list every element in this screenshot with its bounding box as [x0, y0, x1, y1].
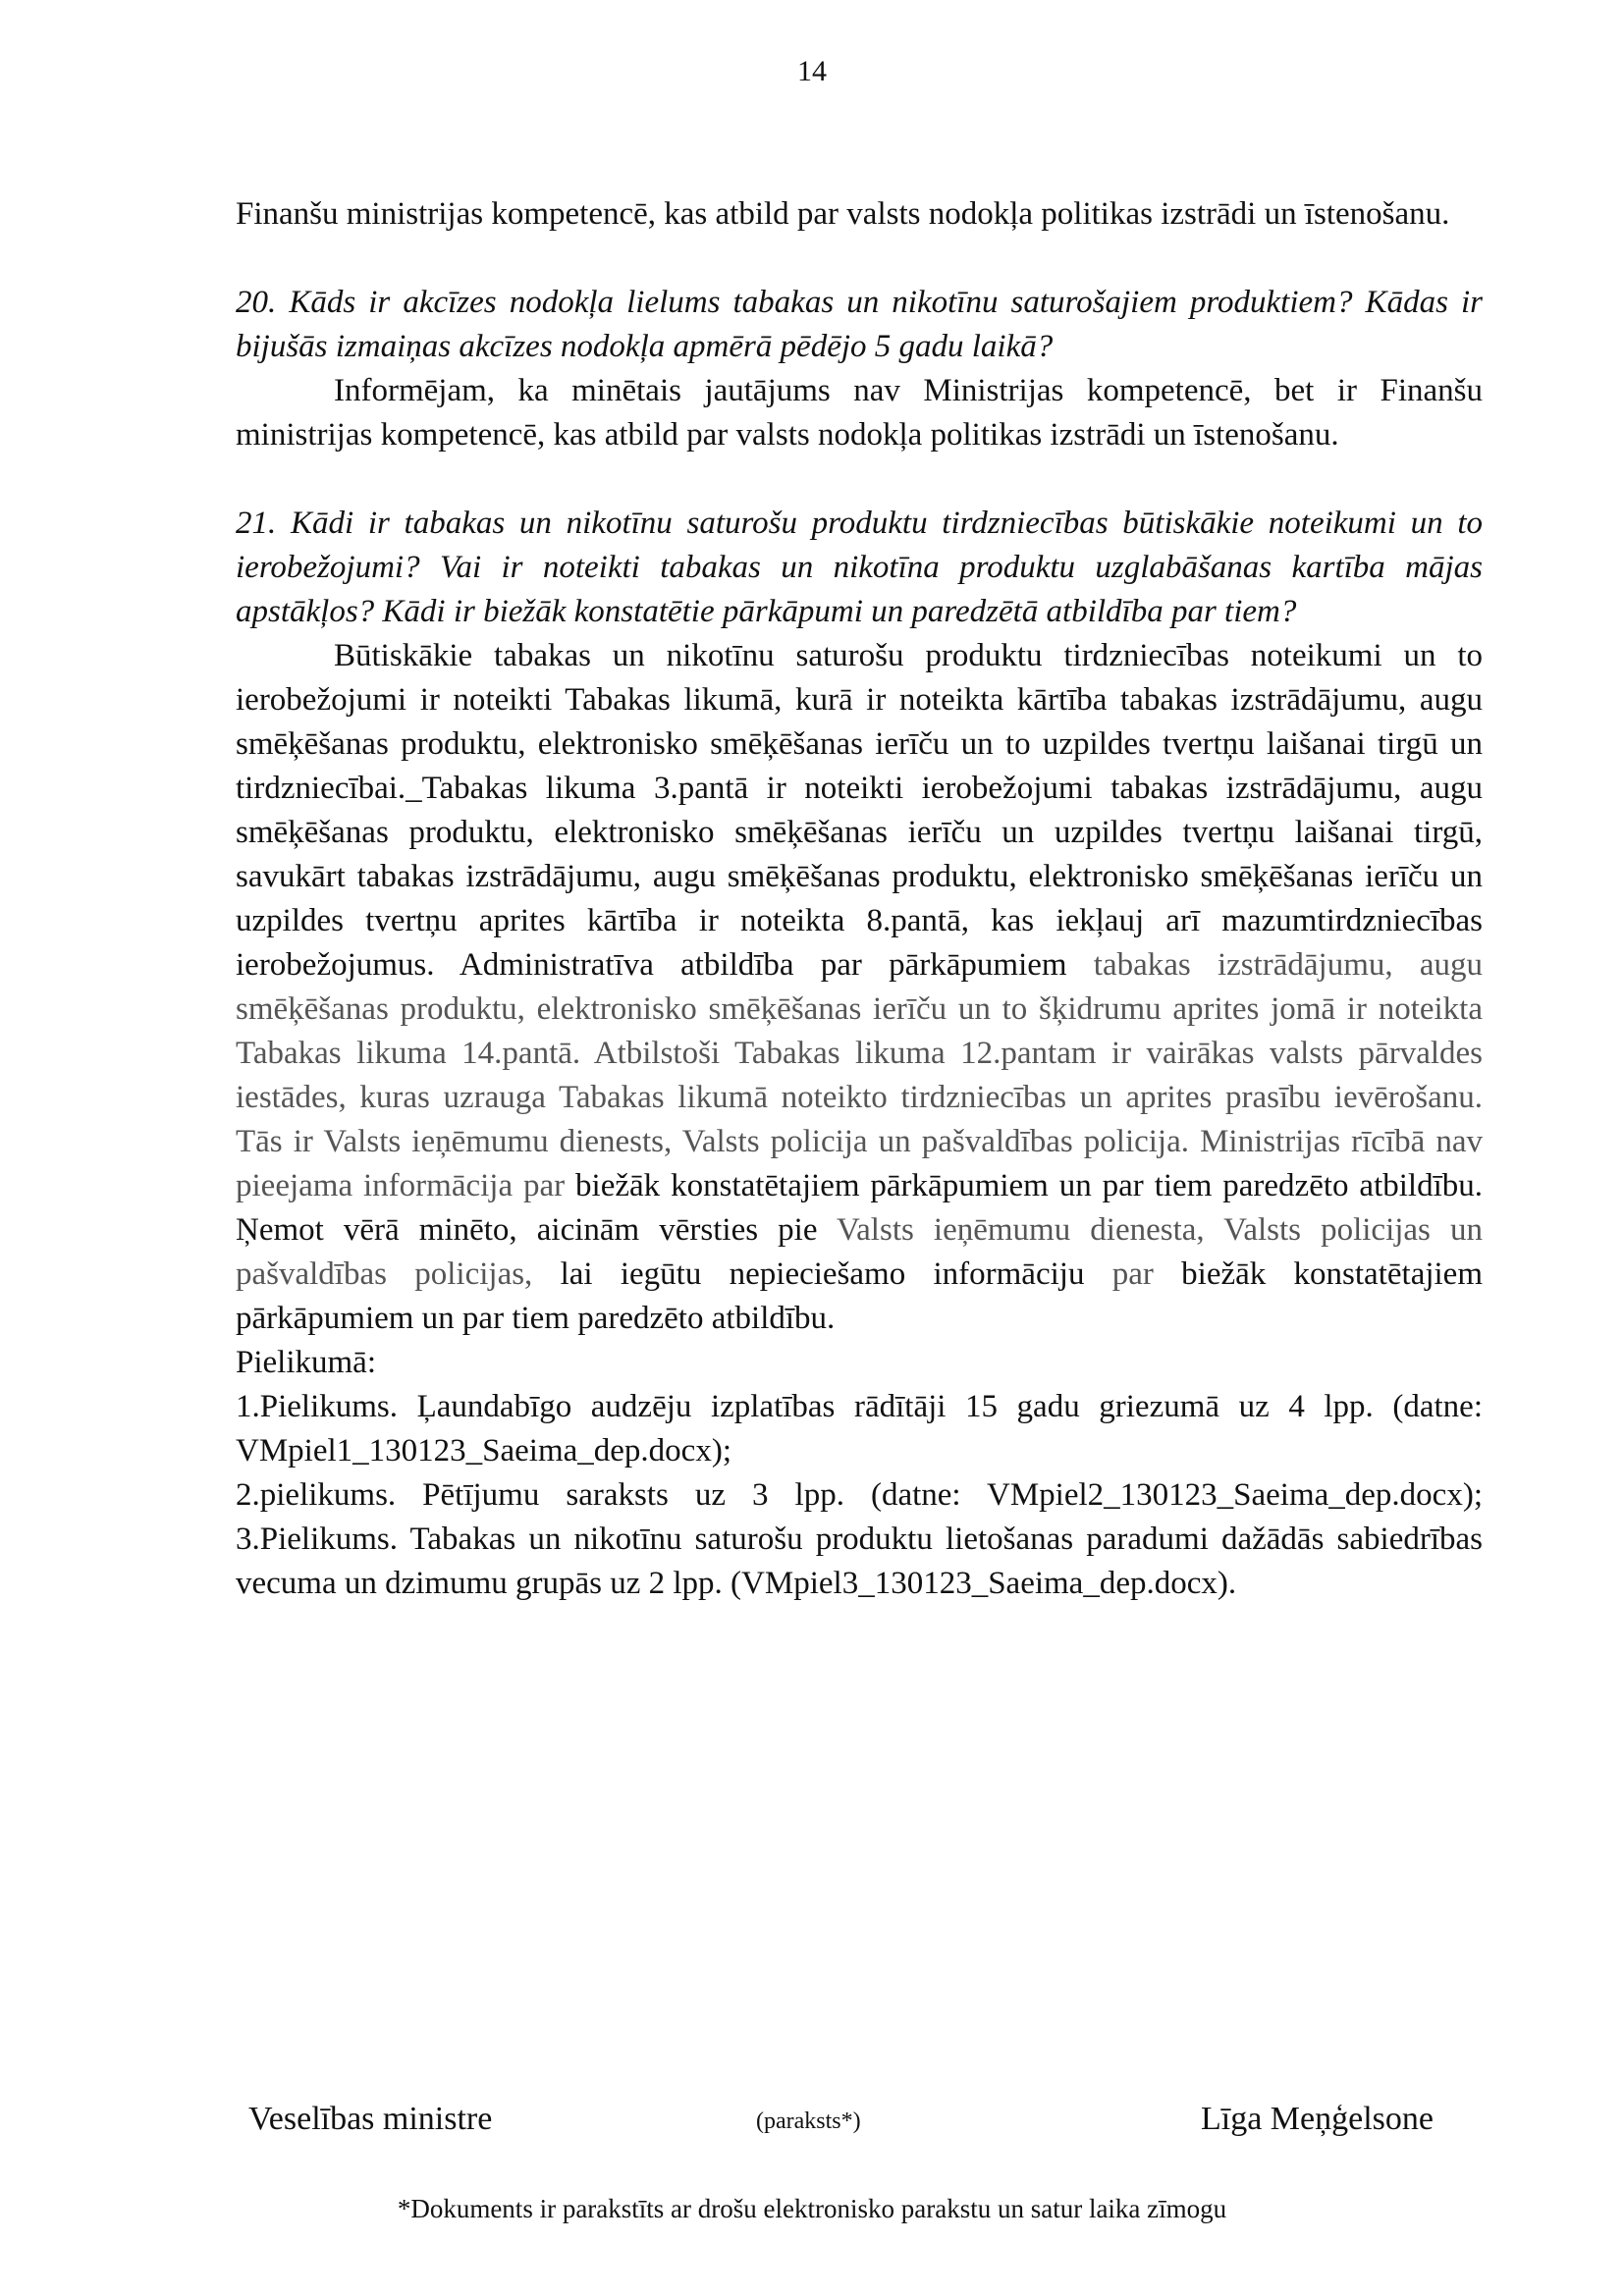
- answer-21-part5: lai iegūtu nepieciešamo informāciju: [560, 1256, 1112, 1292]
- answer-21-part4: Valsts ieņēmumu dienesta, Valsts policijas un pašvaldības policijas,: [236, 1212, 1483, 1292]
- signer-name: Līga Meņģelsone: [1201, 2101, 1434, 2137]
- document-body: [236, 192, 1483, 1606]
- attachment-item-3: 3.Pielikums. Tabakas un nikotīnu saturošu produktu lietošanas paradumi dažādās sabiedrības vecuma un dzimumu grupās uz 2 lpp. (VMpiel3_130123_Saeima_dep.docx).: [236, 1522, 1483, 1601]
- footnote: *Dokuments ir parakstīts ar drošu elektronisko parakstu un satur laika zīmogu: [397, 2194, 1227, 2223]
- attachments-heading: Pielikumā:: [236, 1345, 376, 1380]
- intro-paragraph: Finanšu ministrijas kompetencē, kas atbild par valsts nodokļa politikas izstrādi un īstenošanu.: [236, 196, 1450, 232]
- spacer: [236, 457, 1483, 502]
- question-21: 21. Kādi ir tabakas un nikotīnu saturošu produktu tirdzniecības būtiskākie noteikumi un to ierobežojumi? Vai ir noteikti tabakas un nikotīna produktu uzglabāšanas kartība mājas apstākļos? Kādi ir biežāk konstatētie pārkāpumi un paredzētā atbildība par tiem?: [236, 506, 1483, 629]
- answer-21: [236, 634, 1483, 1341]
- attachment-item-2: 2.pielikums. Pētījumu saraksts uz 3 lpp. (datne: VMpiel2_130123_Saeima_dep.docx);: [236, 1477, 1483, 1513]
- answer-21-part3: biežāk konstatētajiem pārkāpumiem un par tiem paredzēto atbildību. Ņemot vērā minēto, aicinām vērsties pie: [236, 1168, 1483, 1248]
- answer-21-part2: tabakas izstrādājumu, augu smēķēšanas produktu, elektronisko smēķēšanas ierīču un to šķidrumu aprites jomā ir noteikta Tabakas likuma 14.pantā. Atbilstoši Tabakas likuma 12.pantam ir vairākas valsts pārvaldes iestādes, kuras uzrauga Tabakas likumā noteikto tirdzniecības un aprites prasību ievērošanu. Tās ir Valsts ieņēmumu dienests, Valsts policija un pašvaldības policija. Ministrijas rīcībā nav pieejama informācija par: [236, 947, 1484, 1203]
- answer-20: Informējam, ka minētais jautājums nav Ministrijas kompetencē, bet ir Finanšu ministrijas kompetencē, kas atbild par valsts nodokļa politikas izstrādi un īstenošanu.: [236, 373, 1483, 453]
- answer-21-part6: par: [1111, 1256, 1182, 1292]
- attachment-item-1: 1.Pielikums. Ļaundabīgo audzēju izplatības rādītāji 15 gadu griezumā uz 4 lpp. (datne: VMpiel1_130123_Saeima_dep.docx);: [236, 1389, 1483, 1468]
- spacer: [236, 237, 1483, 281]
- answer-21-part7: biežāk konstatētajiem pārkāpumiem un par tiem paredzēto atbildību.: [236, 1256, 1483, 1336]
- signature-mark: (paraksts*): [756, 2109, 861, 2134]
- signer-role: Veselības ministre: [248, 2101, 493, 2137]
- question-20: 20. Kāds ir akcīzes nodokļa lielums tabakas un nikotīnu saturošajiem produktiem? Kādas ir bijušās izmaiņas akcīzes nodokļa apmērā pēdējo 5 gadu laikā?: [236, 285, 1483, 364]
- answer-21-part1: Būtiskākie tabakas un nikotīnu saturošu produktu tirdzniecības noteikumi un to ierobežojumi ir noteikti Tabakas likumā, kurā ir noteikta kārtība tabakas izstrādājumu, augu smēķēšanas produktu, elektronisko smēķēšanas ierīču un to uzpildes tvertņu laišanai tirgū un tirdzniecībai._Tabakas likuma 3.pantā ir noteikti ierobežojumi tabakas izstrādājumu, augu smēķēšanas produktu, elektronisko smēķēšanas ierīču un uzpildes tvertņu laišanai tirgū, savukārt tabakas izstrādājumu, augu smēķēšanas produktu, elektronisko smēķēšanas ierīču un uzpildes tvertņu aprites kārtība ir noteikta 8.pantā, kas iekļauj arī mazumtirdzniecības ierobežojumus. Administratīva atbildība par pārkāpumiem: [236, 638, 1483, 983]
- page-number: 14: [797, 55, 827, 87]
